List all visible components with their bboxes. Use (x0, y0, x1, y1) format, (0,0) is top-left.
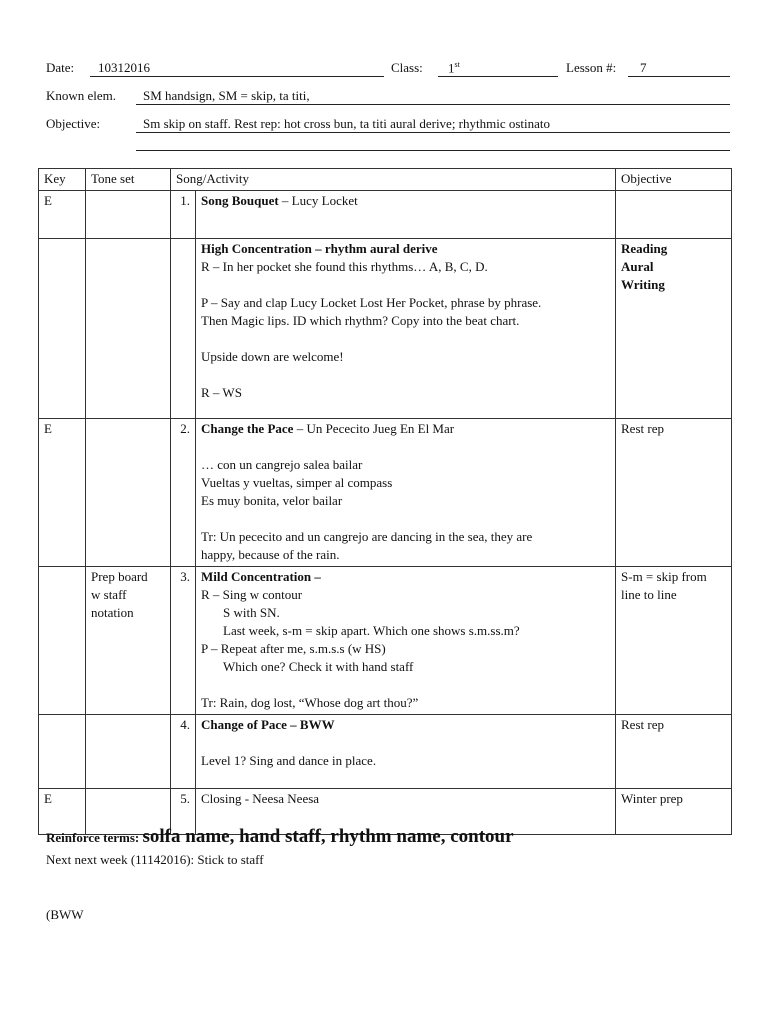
date-value: 10312016 (98, 60, 150, 75)
key-cell (39, 715, 86, 789)
objective-line: S-m = skip from (621, 569, 707, 584)
blank-line (201, 276, 610, 294)
tone-set-cell (86, 567, 171, 715)
objective-underline-2 (136, 150, 730, 151)
activity-title-bold: Change the Pace (201, 421, 294, 436)
activity-number: 3. (171, 567, 196, 715)
activity-title-bold: Song Bouquet (201, 193, 279, 208)
activity-title (201, 568, 610, 586)
reinforce-terms (46, 826, 514, 848)
blank-line (201, 676, 610, 694)
tone-set-line: notation (91, 605, 134, 620)
blank-line (201, 438, 610, 456)
objective-cell: Winter prep (616, 789, 732, 835)
activity-line-indented: Last week, s-m = skip apart. Which one shows s.m.ss.m? (223, 623, 520, 638)
activity-title-bold: Change of Pace – BWW (201, 717, 335, 732)
col-header-song-activity: Song/Activity (171, 169, 616, 191)
objective-cell: Rest rep (616, 715, 732, 789)
blank-line (201, 734, 610, 752)
activity-cell (196, 419, 616, 567)
tone-set-line: w staff (91, 587, 127, 602)
lesson-underline (628, 76, 730, 77)
activity-title-bold: High Concentration – rhythm aural derive (201, 241, 438, 256)
objective-cell: Rest rep (616, 419, 732, 567)
activity-number: 4. (171, 715, 196, 789)
activity-number: 2. (171, 419, 196, 567)
key-cell (39, 567, 86, 715)
objective-cell (616, 567, 732, 715)
known-value: SM handsign, SM = skip, ta titi, (143, 88, 310, 103)
activity-cell (196, 567, 616, 715)
col-header-key: Key (39, 169, 86, 191)
objective-cell (616, 191, 732, 239)
objective-line: Writing (621, 277, 665, 292)
tone-set-cell (86, 191, 171, 239)
col-header-tone-set: Tone set (86, 169, 171, 191)
activity-line: happy, because of the rain. (201, 547, 340, 562)
col-header-objective: Objective (616, 169, 732, 191)
activity-line-indented: Which one? Check it with hand staff (223, 659, 414, 674)
activity-title-rest: Closing - Neesa Neesa (201, 791, 320, 806)
activity-line: Tr: Un pececito and un cangrejo are dancing in the sea, they are (201, 529, 533, 544)
key-cell: E (39, 191, 86, 239)
activity-line: P – Repeat after me, s.m.s.s (w HS) (201, 641, 386, 656)
table-row (39, 191, 732, 239)
reinforce-terms-list: solfa name, hand staff, rhythm name, contour (142, 826, 514, 847)
tone-set-cell (86, 239, 171, 419)
date-label: Date: (46, 60, 75, 75)
activity-title (201, 420, 610, 438)
activity-line: Tr: Rain, dog lost, “Whose dog art thou?” (201, 695, 419, 710)
activity-title (201, 790, 610, 808)
lesson-value: 7 (640, 60, 647, 75)
activity-line: Then Magic lips. ID which rhythm? Copy into the beat chart. (201, 313, 520, 328)
table-row (39, 567, 732, 715)
objective-line: Aural (621, 259, 654, 274)
key-cell: E (39, 419, 86, 567)
class-label: Class: (391, 60, 423, 75)
table-row (39, 419, 732, 567)
known-label: Known elem. (46, 88, 117, 103)
activity-title (201, 192, 610, 210)
activity-line-indented: S with SN. (223, 605, 280, 620)
known-underline (136, 104, 730, 105)
lesson-plan-table (38, 168, 732, 835)
objective-cell (616, 239, 732, 419)
activity-line: Es muy bonita, velor bailar (201, 493, 343, 508)
activity-line: R – Sing w contour (201, 587, 303, 602)
table-row (39, 715, 732, 789)
activity-line: R – WS (201, 385, 242, 400)
objective-line: Reading (621, 241, 668, 256)
next-week-note: Next next week (11142016): Stick to staff (46, 852, 264, 867)
activity-number (171, 239, 196, 419)
activity-line: Upside down are welcome! (201, 349, 344, 364)
activity-cell (196, 191, 616, 239)
reinforce-label: Reinforce terms: (46, 830, 143, 845)
blank-line (201, 366, 610, 384)
activity-title-rest: – Un Pececito Jueg En El Mar (293, 421, 455, 436)
tone-set-line: Prep board (91, 569, 148, 584)
activity-title (201, 240, 610, 258)
objective-label: Objective: (46, 116, 101, 131)
activity-line: Level 1? Sing and dance in place. (201, 753, 377, 768)
tone-set-cell (86, 715, 171, 789)
objective-value: Sm skip on staff. Rest rep: hot cross bun, ta titi aural derive; rhythmic ostinato (143, 116, 551, 131)
tone-set-cell (86, 419, 171, 567)
activity-line: Vueltas y vueltas, simper al compass (201, 475, 393, 490)
table-header-row (39, 169, 732, 191)
activity-line: … con un cangrejo salea bailar (201, 457, 363, 472)
activity-title-bold: Mild Concentration – (201, 569, 321, 584)
blank-line (201, 510, 610, 528)
objective-line: line to line (621, 587, 677, 602)
activity-title (201, 716, 610, 734)
key-cell: E (39, 789, 86, 835)
activity-cell (196, 715, 616, 789)
class-value: 1st (448, 60, 460, 76)
class-underline (438, 76, 558, 77)
activity-title-rest: – Lucy Locket (278, 193, 358, 208)
activity-line: R – In her pocket she found this rhythms… A, B, C, D. (201, 259, 488, 274)
objective-underline (136, 132, 730, 133)
key-cell (39, 239, 86, 419)
activity-number: 1. (171, 191, 196, 239)
bww-note: (BWW (46, 907, 84, 922)
date-underline (90, 76, 384, 77)
table-row (39, 239, 732, 419)
activity-line: P – Say and clap Lucy Locket Lost Her Pocket, phrase by phrase. (201, 295, 542, 310)
activity-number: 5. (171, 789, 196, 835)
lesson-label: Lesson #: (566, 60, 617, 75)
blank-line (201, 330, 610, 348)
activity-cell (196, 239, 616, 419)
